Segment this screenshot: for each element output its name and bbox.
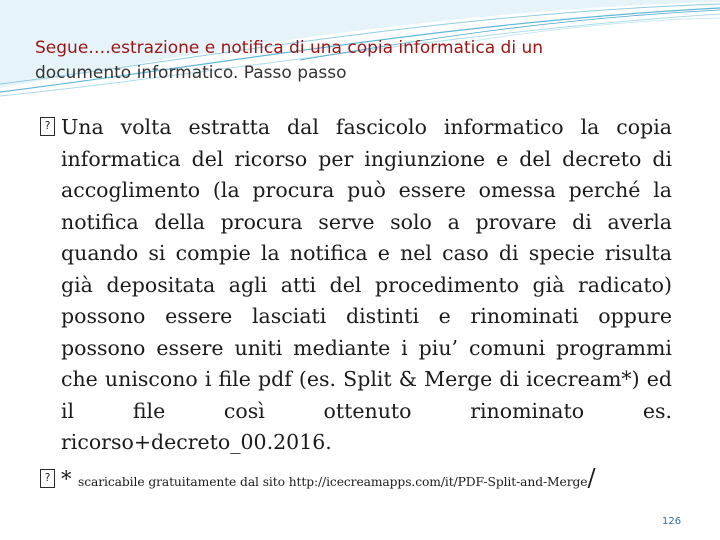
footnote-text: scaricabile gratuitamente dal sito http://icecreamapps.com/it/PDF-Split-and-Merge xyxy=(78,474,588,489)
body-paragraph-text: Una volta estratta dal fascicolo informatico la copia informatica del ricorso per ingiunzione e del decreto di accoglimento (la procura può essere omessa perché la notifica della procura serve solo a provare di averla quando si compie la notifica e nel caso di specie risulta già depositata agli atti del procedimento già radicato) possono essere lasciati distinti e rinominati oppure possono essere uniti mediante i piu’ comuni programmi che uniscono i file pdf (es. Split & Merge di icecream*) ed il file così ottenuto rinominato es. ricorso+decreto_00.2016. xyxy=(61,115,672,454)
missing-glyph-bullet-icon: ? xyxy=(40,469,55,488)
footnote-star: * xyxy=(61,466,72,491)
slide-title-line-2: documento informatico. Passo passo xyxy=(35,63,347,83)
slide-title-line-1: Segue….estrazione e notifica di una copia informatica di un xyxy=(35,38,543,58)
footnote-slash: / xyxy=(587,463,596,492)
slide-body xyxy=(40,112,672,498)
body-paragraph xyxy=(40,112,672,459)
missing-glyph-bullet-icon: ? xyxy=(40,117,55,136)
footnote xyxy=(40,463,672,499)
page-number: 126 xyxy=(662,516,682,527)
slide-title xyxy=(35,36,675,86)
